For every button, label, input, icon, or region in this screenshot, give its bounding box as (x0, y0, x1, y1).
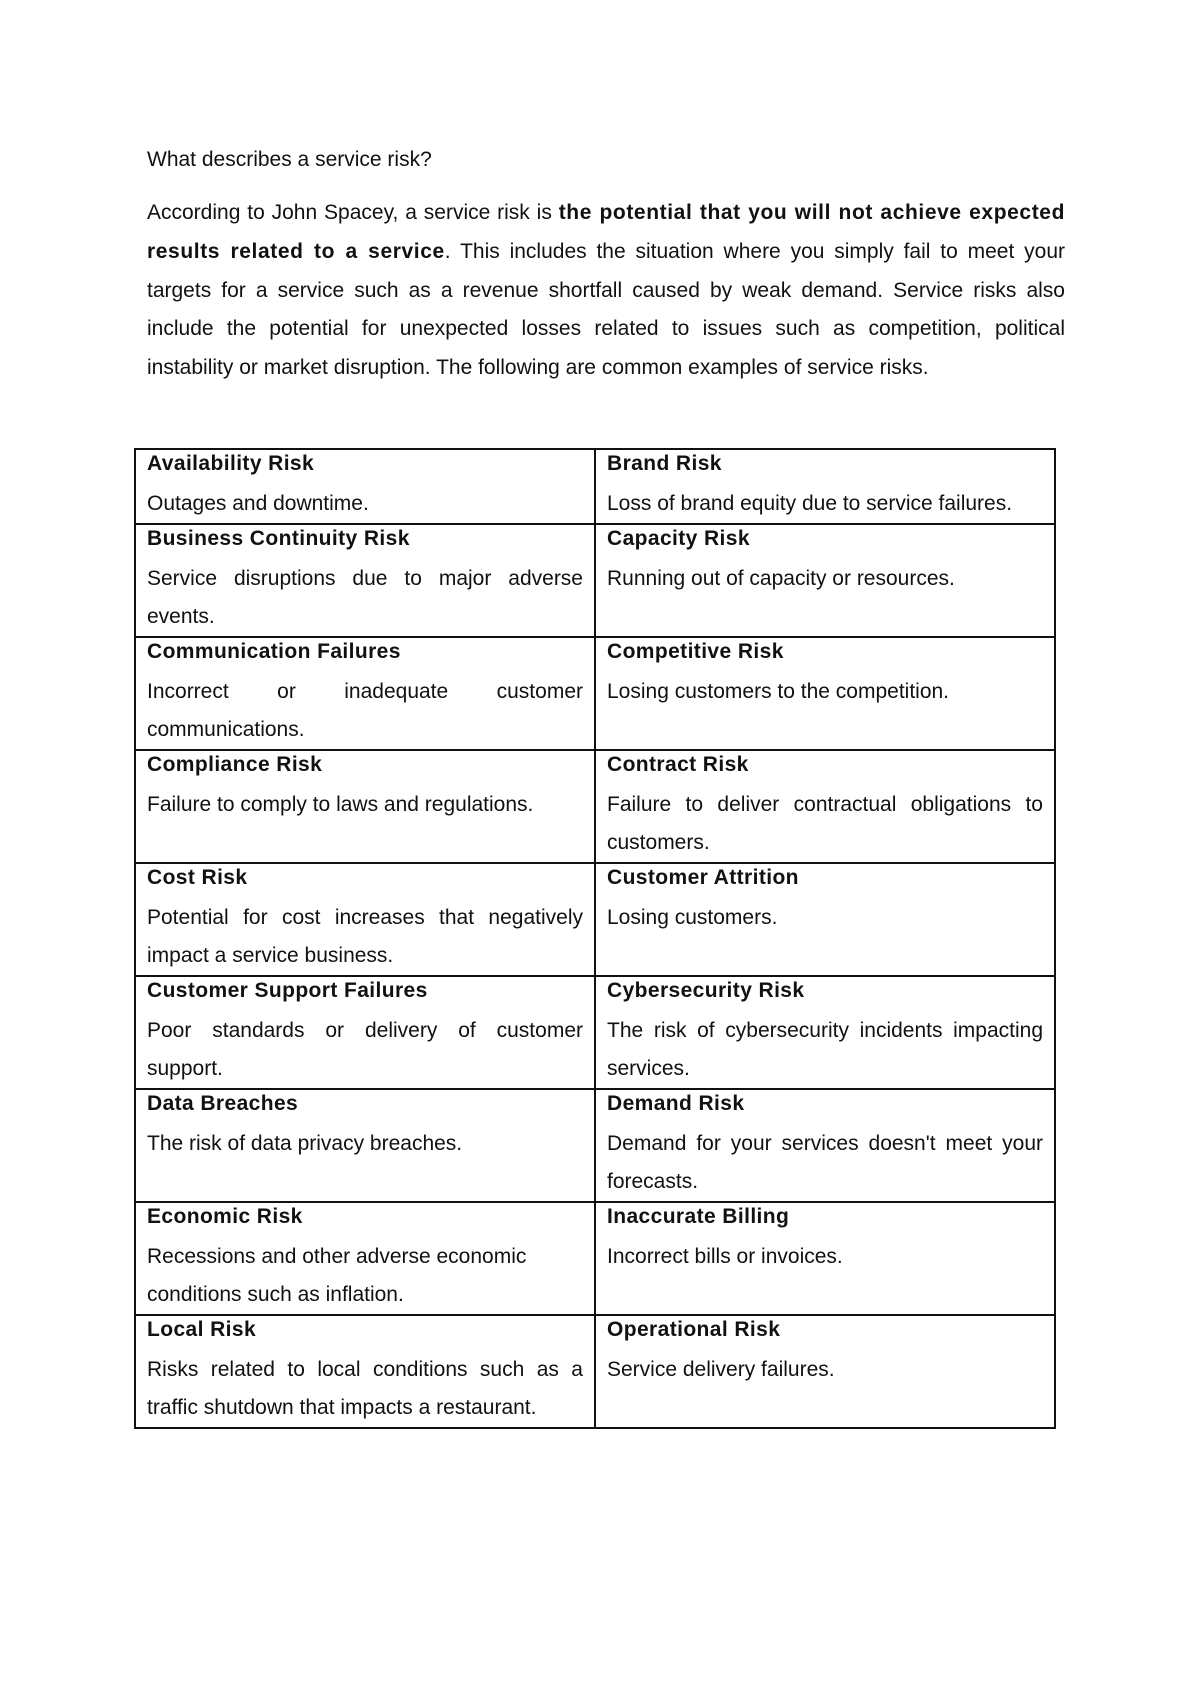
table-row (135, 750, 1055, 863)
risk-description: Service delivery failures. (607, 1358, 835, 1381)
table-row (135, 1089, 1055, 1202)
risk-cell (135, 750, 595, 863)
risk-title: Cybersecurity Risk (607, 979, 805, 1002)
table-row (135, 976, 1055, 1089)
risk-description: Incorrect or inadequate customer communications. (147, 680, 583, 741)
risk-cell (595, 863, 1055, 976)
risk-description: The risk of data privacy breaches. (147, 1132, 463, 1155)
risk-cell (135, 863, 595, 976)
risk-cell (595, 637, 1055, 750)
risk-cell (135, 637, 595, 750)
risk-description: Outages and downtime. (147, 492, 369, 515)
risk-description: Incorrect bills or invoices. (607, 1245, 843, 1268)
risk-cell (595, 449, 1055, 524)
risk-cell (595, 1202, 1055, 1315)
risk-cell (595, 1089, 1055, 1202)
risk-cell (595, 750, 1055, 863)
risk-cell (595, 524, 1055, 637)
risk-title: Customer Support Failures (147, 979, 428, 1002)
risk-description: Running out of capacity or resources. (607, 567, 955, 590)
risk-description: Losing customers to the competition. (607, 680, 950, 703)
risk-title: Availability Risk (147, 452, 315, 475)
intro-definition-bold: the potential that you will not achieve expected results related to a service (147, 201, 1065, 263)
risk-description: Service disruptions due to major adverse events. (147, 567, 583, 628)
intro-paragraph (147, 194, 1065, 388)
risk-description: Losing customers. (607, 906, 778, 929)
risk-title: Business Continuity Risk (147, 527, 410, 550)
risk-cell (135, 1202, 595, 1315)
risk-cell (135, 1315, 595, 1428)
risk-description: Poor standards or delivery of customer support. (147, 1019, 583, 1080)
table-row (135, 449, 1055, 524)
risk-description: Potential for cost increases that negatively impact a service business. (147, 906, 583, 967)
intro-text-end: . This includes the situation where you simply fail to meet your targets for a service such as a revenue shortfall caused by weak demand. Service risks also include the potential for unexpected losses related to issues such as competition, political instability or market disruption. The following are common examples of service risks. (147, 239, 1065, 380)
risk-cell (595, 976, 1055, 1089)
risk-title: Operational Risk (607, 1318, 781, 1341)
table-row (135, 524, 1055, 637)
risk-title: Brand Risk (607, 452, 722, 475)
risk-cell (135, 524, 595, 637)
question-heading: What describes a service risk? (147, 148, 432, 171)
risk-description: Loss of brand equity due to service failures. (607, 492, 1013, 515)
risk-table (134, 448, 1056, 1429)
risk-title: Capacity Risk (607, 527, 750, 550)
risk-description: Risks related to local conditions such as a traffic shutdown that impacts a restaurant. (147, 1358, 583, 1419)
risk-title: Demand Risk (607, 1092, 745, 1115)
risk-description: Failure to deliver contractual obligations to customers. (607, 793, 1043, 854)
table-row (135, 1202, 1055, 1315)
risk-cell (135, 976, 595, 1089)
risk-title: Economic Risk (147, 1205, 303, 1228)
risk-description: Recessions and other adverse economic conditions such as inflation. (147, 1245, 527, 1306)
intro-text-start: According to John Spacey, a service risk is (147, 201, 559, 224)
risk-description: Failure to comply to laws and regulations. (147, 793, 534, 816)
risk-title: Inaccurate Billing (607, 1205, 790, 1228)
risk-cell (135, 1089, 595, 1202)
risk-title: Communication Failures (147, 640, 401, 663)
risk-cell (135, 449, 595, 524)
table-row (135, 1315, 1055, 1428)
risk-title: Local Risk (147, 1318, 257, 1341)
risk-title: Data Breaches (147, 1092, 299, 1115)
table-row (135, 637, 1055, 750)
risk-title: Customer Attrition (607, 866, 799, 889)
risk-title: Contract Risk (607, 753, 749, 776)
risk-title: Competitive Risk (607, 640, 784, 663)
risk-description: Demand for your services doesn't meet your forecasts. (607, 1132, 1043, 1193)
risk-title: Cost Risk (147, 866, 248, 889)
risk-title: Compliance Risk (147, 753, 323, 776)
risk-cell (595, 1315, 1055, 1428)
risk-description: The risk of cybersecurity incidents impacting services. (607, 1019, 1043, 1080)
table-row (135, 863, 1055, 976)
